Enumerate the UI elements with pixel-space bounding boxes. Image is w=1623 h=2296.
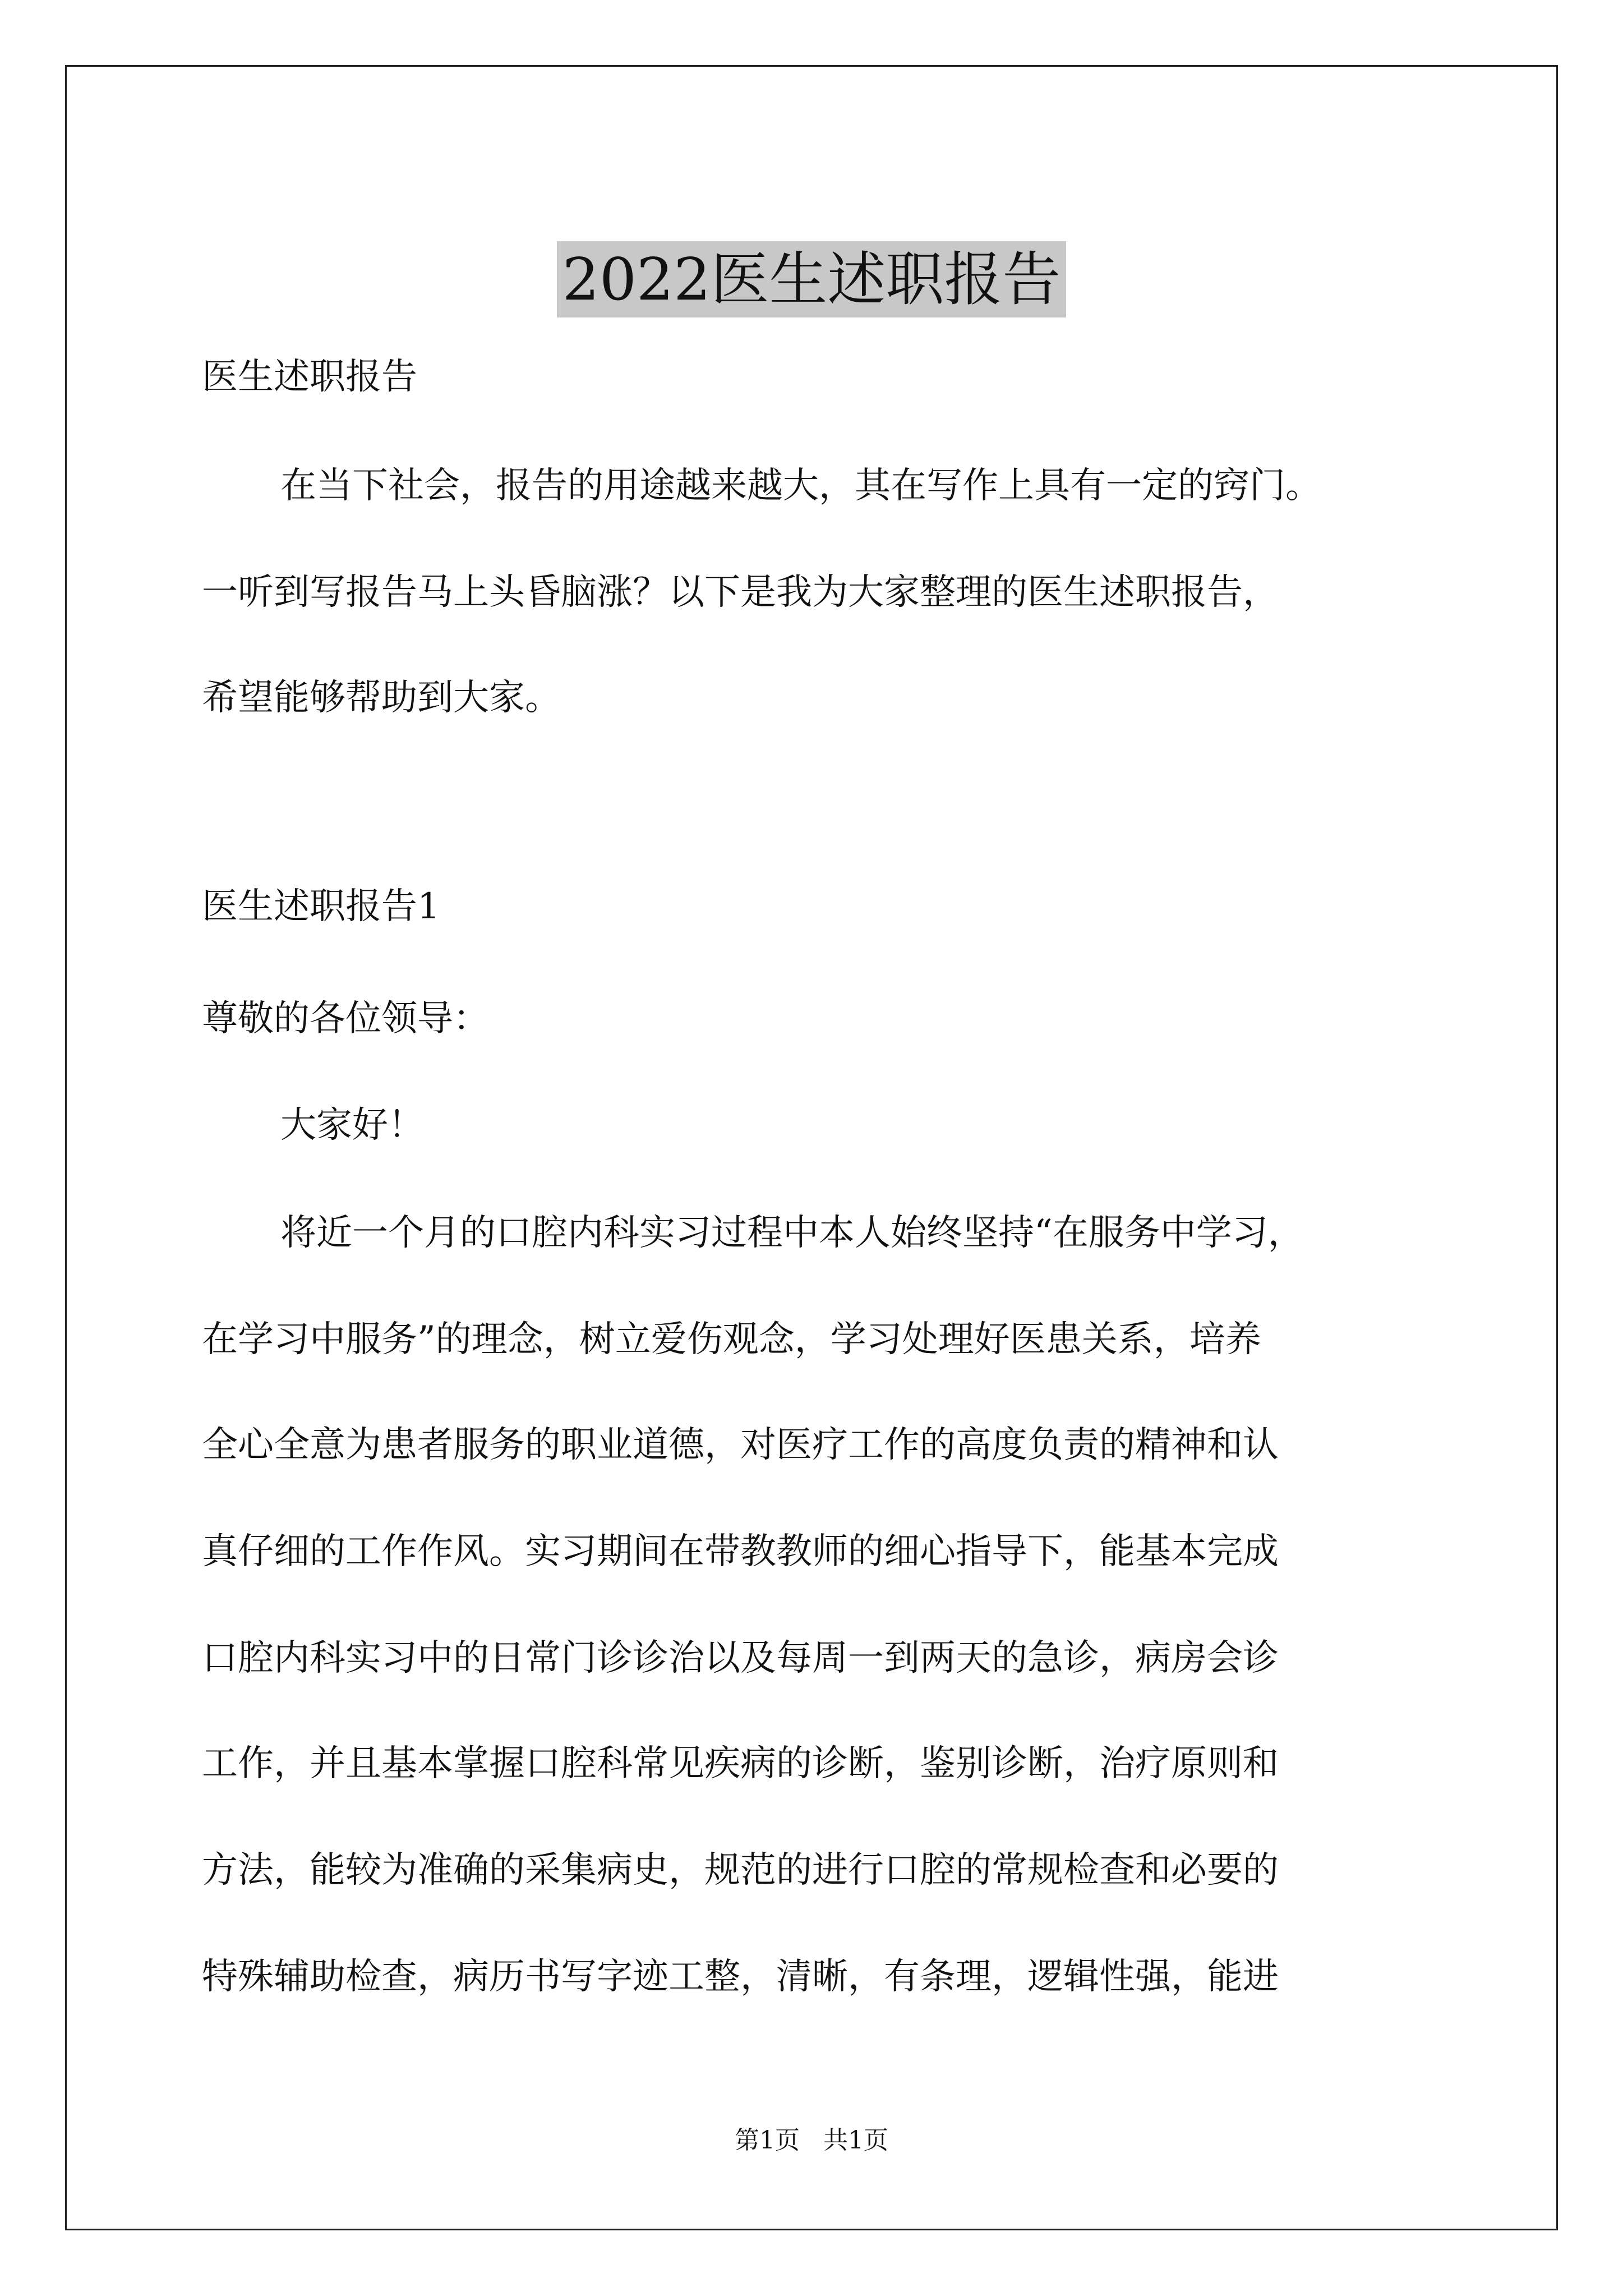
body-line-6: 工作，并且基本掌握口腔科常见疾病的诊断，鉴别诊断，治疗原则和	[202, 1743, 1279, 1784]
page-footer: 第1页 共1页	[735, 2126, 888, 2155]
body-line-4: 真仔细的工作作风。实习期间在带教教师的细心指导下，能基本完成	[202, 1531, 1279, 1572]
intro-line-3: 希望能够帮助到大家。	[202, 677, 561, 719]
document-title: 2022医生述职报告	[557, 241, 1067, 318]
body-line-7: 方法，能较为准确的采集病史，规范的进行口腔的常规检查和必要的	[202, 1849, 1279, 1891]
title-container	[0, 202, 1623, 356]
body-line-8: 特殊辅助检查，病历书写字迹工整，清晰，有条理，逻辑性强，能进	[202, 1956, 1279, 1998]
body-line-2: 在学习中服务”的理念，树立爱伤观念，学习处理好医患关系，培养	[202, 1319, 1261, 1360]
salutation: 尊敬的各位领导：	[202, 998, 489, 1039]
document-subtitle: 医生述职报告	[202, 356, 417, 398]
intro-line-1: 在当下社会，报告的用途越来越大，其在写作上具有一定的窍门。	[280, 465, 1321, 507]
intro-line-2: 一听到写报告马上头昏脑涨？以下是我为大家整理的医生述职报告，	[202, 572, 1279, 613]
section-heading: 医生述职报告1	[202, 886, 440, 927]
body-line-5: 口腔内科实习中的日常门诊诊治以及每周一到两天的急诊，病房会诊	[202, 1637, 1279, 1679]
body-line-1: 将近一个月的口腔内科实习过程中本人始终坚持“在服务中学习，	[280, 1212, 1304, 1254]
greeting: 大家好！	[280, 1105, 424, 1146]
body-line-3: 全心全意为患者服务的职业道德，对医疗工作的高度负责的精神和认	[202, 1424, 1279, 1466]
